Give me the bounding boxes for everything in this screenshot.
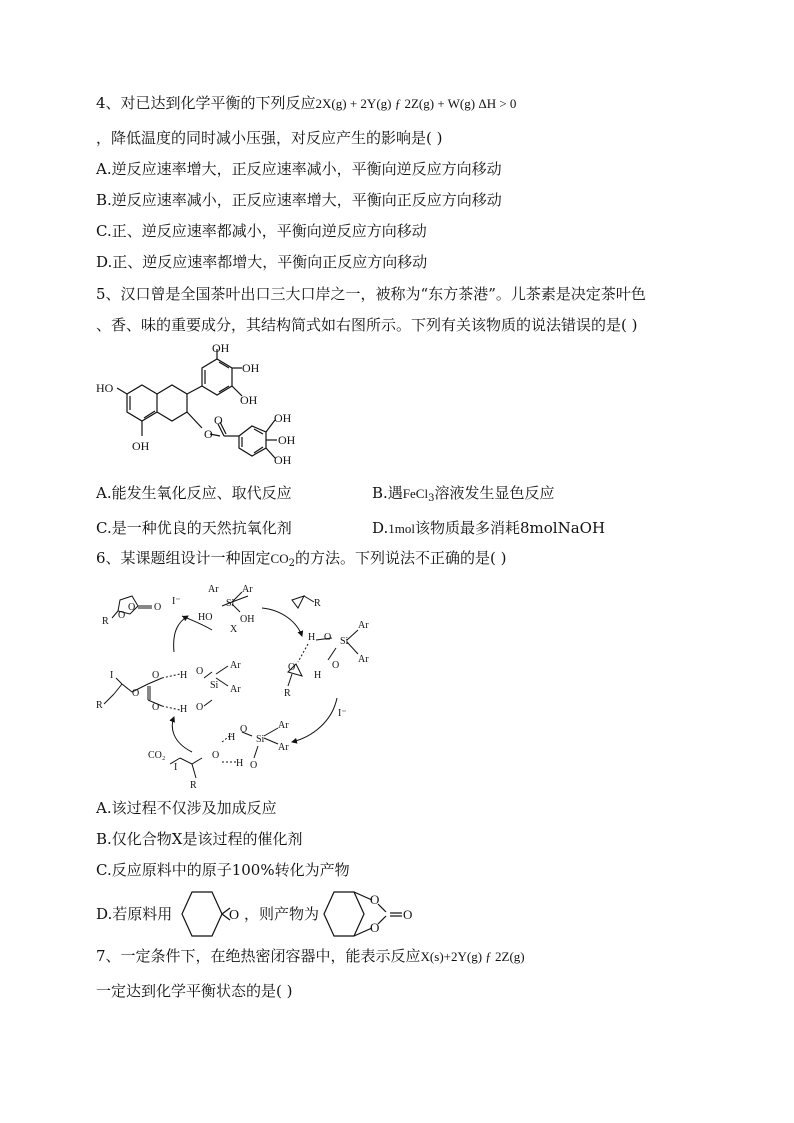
r-label-3: R: [284, 688, 291, 699]
o-label-1: O: [324, 632, 332, 643]
h-label-2: H: [314, 670, 322, 681]
q5-option-a: A.能发生氧化反应、取代反应: [96, 484, 292, 502]
ar-label-2: Ar: [242, 584, 253, 595]
q7-stem: [96, 946, 525, 967]
q6-option-d-pre: D.若原料用: [96, 905, 173, 923]
si-label-3: Si: [210, 680, 219, 691]
q4-equation: 2X(g) + 2Y(g) ƒ 2Z(g) + W(g) ΔH > 0: [315, 96, 517, 111]
q6-stem-formula: CO: [270, 551, 289, 566]
q6-option-c: C.反应原料中的原子100%转化为产物: [96, 861, 350, 879]
co2-fixation-cycle-diagram: [92, 582, 369, 792]
product-carbonyl-o: O: [403, 907, 413, 922]
q6-stem-sub: 2: [288, 558, 295, 569]
carbonate-o-label-2: O: [118, 610, 126, 621]
carbonyl-o-label: O: [214, 413, 223, 427]
q5-option-c: C.是一种优良的天然抗氧化剂: [96, 519, 292, 537]
iodide-label-2: I⁻: [338, 708, 347, 719]
h-label-6: H: [236, 758, 244, 769]
si-label-1: Si: [226, 598, 235, 609]
o-label-2: O: [332, 660, 340, 671]
q5-option-b: [372, 483, 554, 504]
oh-label-4: OH: [132, 439, 150, 453]
ar-label-3: Ar: [358, 620, 369, 631]
q5-option-d: [372, 518, 605, 539]
q5-option-d-formula: 1mol: [388, 521, 415, 536]
q4-option-c: C.正、逆反应速率都减小，平衡向逆反应方向移动: [96, 222, 427, 240]
ar-label-5: Ar: [230, 660, 241, 671]
r-label-4: R: [96, 700, 103, 711]
cyclohexene-oxide-structure: [172, 888, 244, 940]
ar-label-1: Ar: [208, 584, 219, 595]
o-label-7: O: [196, 702, 204, 713]
q6-stem-pre: 6、某课题组设计一种固定: [96, 549, 271, 567]
product-o-2: O: [370, 920, 380, 935]
iodide-label-1: I⁻: [172, 596, 181, 607]
o-label-3: O: [132, 688, 140, 699]
q6-option-d-mid: ，则产物为: [244, 905, 320, 923]
q7-stem-text: 7、一定条件下，在绝热密闭容器中，能表示反应: [96, 947, 421, 965]
oh-label-3: OH: [240, 393, 258, 407]
q6-option-a: A.该过程不仅涉及加成反应: [96, 799, 277, 817]
q4-option-a: A.逆反应速率增大，正反应速率减小，平衡向逆反应方向移动: [96, 160, 502, 178]
q6-stem-post: 的方法。下列说法不正确的是( ): [294, 549, 507, 567]
r-label-2: R: [314, 598, 321, 609]
ho-label-1: HO: [198, 612, 213, 623]
oh-label-7: OH: [274, 453, 292, 467]
o-label-5: O: [152, 702, 160, 713]
oh-label-2: OH: [242, 361, 260, 375]
ar-label-8: Ar: [278, 742, 289, 753]
q5-option-d-pre: D.: [372, 519, 389, 537]
q5-option-b-pre: B.遇: [372, 484, 403, 502]
si-label-4: Si: [256, 734, 265, 745]
si-label-2: Si: [340, 636, 349, 647]
q4-stem-cont: ，降低温度的同时减小压强，对反应产生的影响是( ): [96, 129, 443, 147]
q5-stem-line1: 5、汉口曾是全国茶叶出口三大口岸之一，被称为“东方茶港”。儿茶素是决定茶叶色: [96, 285, 646, 303]
carbonate-o-label: O: [128, 602, 136, 613]
ar-label-6: Ar: [230, 684, 241, 695]
cyclic-carbonate-product-structure: [318, 886, 418, 942]
q5-option-b-sub: 3: [428, 493, 435, 504]
ester-o-label: O: [204, 427, 213, 441]
compound-x-label: X: [230, 624, 238, 635]
q5-stem-line2: 、香、味的重要成分，其结构简式如右图所示。下列有关该物质的说法错误的是( ): [96, 316, 638, 334]
i-label-1: I: [110, 670, 114, 681]
i-label-2: I: [174, 762, 178, 773]
product-o-1: O: [370, 892, 380, 907]
r-label-1: R: [102, 616, 109, 627]
co2-label: CO₂: [148, 750, 166, 761]
epoxide-ring-o: O: [229, 908, 240, 923]
ar-label-7: Ar: [278, 720, 289, 731]
r-label-5: R: [190, 780, 197, 791]
q5-option-b-formula: FeCl: [402, 486, 429, 501]
q7-stem-line2: 一定达到化学平衡状态的是( ): [96, 982, 293, 1000]
q6-stem: [96, 548, 506, 569]
q5-option-b-post: 溶液发生显色反应: [434, 484, 555, 502]
q4-option-d: D.正、逆反应速率都增大，平衡向正反应方向移动: [96, 253, 428, 271]
ho-label: HO: [96, 381, 114, 395]
ar-label-4: Ar: [358, 654, 369, 665]
q4-stem: [96, 93, 516, 114]
carbonate-carbonyl-o: O: [154, 602, 162, 613]
oh-label-1: OH: [212, 341, 230, 355]
q4-option-b: B.逆反应速率减小，正反应速率增大，平衡向正反应方向移动: [96, 191, 502, 209]
oh-label-5: OH: [274, 411, 292, 425]
o-label-8: O: [212, 750, 220, 761]
catechin-structure-figure: [92, 341, 322, 470]
oh-label-x: OH: [240, 614, 255, 625]
h-label-4: H: [180, 704, 188, 715]
q6-option-b: B.仅化合物X是该过程的催化剂: [96, 830, 303, 848]
epoxide-o-label: O: [288, 662, 296, 673]
o-label-6: O: [196, 666, 204, 677]
h-label-1: H: [308, 632, 316, 643]
o-label-10: O: [250, 760, 258, 771]
oh-label-6: OH: [278, 433, 296, 447]
q5-option-d-post: 该物质最多消耗8molNaOH: [415, 519, 606, 537]
h-label-3: H: [180, 670, 188, 681]
o-label-4: O: [152, 670, 160, 681]
q7-equation: X(s)+2Y(g) ƒ 2Z(g): [420, 949, 525, 964]
o-label-9: O: [240, 724, 248, 735]
q4-stem-text: 4、对已达到化学平衡的下列反应: [96, 94, 316, 112]
h-label-5: H: [228, 732, 236, 743]
